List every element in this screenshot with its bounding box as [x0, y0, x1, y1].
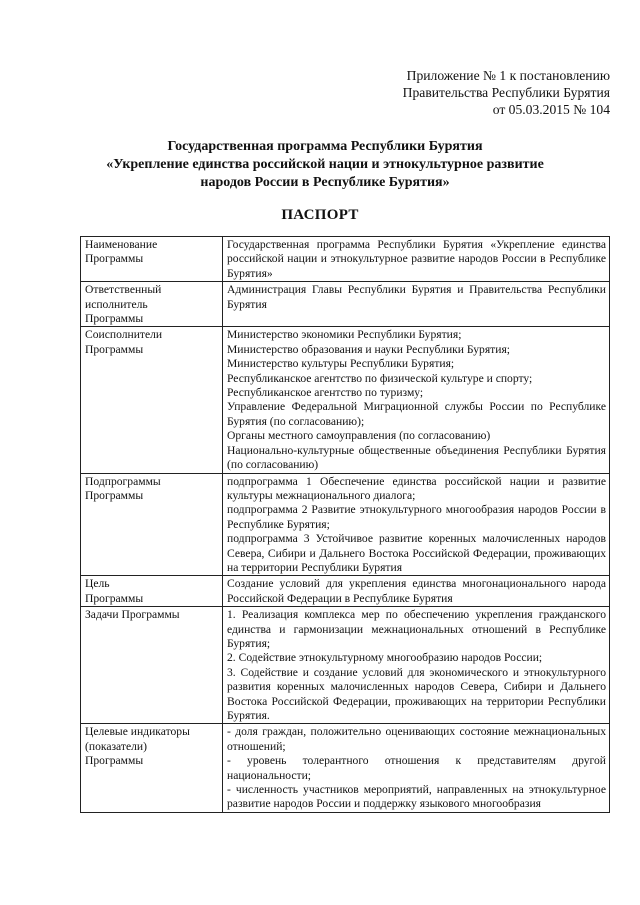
row-content-item: - уровень толерантного отношения к представителям другой национальности;	[227, 754, 606, 782]
row-content-item: 1. Реализация комплекса мер по обеспечению укрепления гражданского единства и гармонизации межнациональных отношений в Республике Бурятия;	[227, 608, 606, 650]
row-label	[81, 327, 223, 473]
row-content-item: - доля граждан, положительно оценивающих состояние межнациональных отношений;	[227, 725, 606, 753]
row-content-item: - численность участников мероприятий, направленных на этнокультурное развитие народов России и поддержку языкового многообразия	[227, 783, 606, 811]
row-label-line: Программы	[85, 312, 144, 326]
row-label	[81, 282, 223, 327]
row-content-item: Государственная программа Республики Бурятия «Укрепление единства российской нации и этнокультурное развитие народов России в Республике Бурятия»	[227, 238, 606, 280]
row-label	[81, 576, 223, 607]
row-content-item: Управление Федеральной Миграционной службы России по Республике Бурятия (по согласованию);	[227, 400, 606, 428]
appendix-line: от 05.03.2015 № 104	[492, 102, 610, 117]
table-row	[81, 327, 610, 473]
row-label-line: Задачи Программы	[85, 608, 180, 622]
table-row	[81, 282, 610, 327]
table-row	[81, 576, 610, 607]
row-label-line: Программы	[85, 591, 144, 605]
appendix-line: Приложение № 1 к постановлению	[406, 68, 610, 83]
row-content-item: 2. Содействие этнокультурному многообразию народов России;	[227, 651, 543, 665]
passport-heading: ПАСПОРТ	[281, 207, 359, 223]
passport-table	[80, 236, 610, 813]
row-label-line: Соисполнители	[85, 328, 163, 342]
row-content	[223, 282, 610, 327]
row-label	[81, 237, 223, 282]
program-title	[70, 138, 580, 192]
row-content-item: Создание условий для укрепления единства многонационального народа Российской Федерации в Республике Бурятия	[227, 577, 606, 605]
row-content-item: Национально-культурные общественные объединения Республики Бурятия (по согласованию)	[227, 443, 606, 472]
title-line: народов России в Республике Бурятия»	[200, 175, 450, 190]
row-content-item: Министерство культуры Республики Бурятия;	[227, 357, 455, 371]
row-label-line: Программы	[85, 252, 144, 266]
row-label-line: Наименование	[85, 238, 158, 251]
row-label-line: Целевые индикаторы	[85, 725, 190, 739]
row-label	[81, 607, 223, 724]
row-content-item: подпрограмма 2 Развитие этнокультурного многообразия народов России в Республике Бурятия;	[227, 503, 606, 531]
title-line: Государственная программа Республики Бурятия	[167, 139, 483, 154]
row-content	[223, 473, 610, 576]
row-content-item: Органы местного самоуправления (по согласованию)	[227, 429, 491, 443]
row-label	[81, 473, 223, 576]
row-label-line: Цель	[85, 577, 110, 591]
row-content-item: Министерство образования и науки Республики Бурятия;	[227, 342, 511, 356]
row-content-item: Республиканское агентство по туризму;	[227, 386, 424, 400]
table-row	[81, 237, 610, 282]
row-label-line: Программы	[85, 488, 144, 502]
row-content	[223, 724, 610, 812]
row-label-line: Ответственный	[85, 283, 162, 297]
passport-table-body	[81, 237, 610, 813]
row-content-item: 3. Содействие и создание условий для экономического и этнокультурного развития коренных малочисленных народов Севера, Сибири и Дальнего Востока Российской Федерации, проживающих на территории Республики Бурятия.	[227, 665, 606, 722]
row-content-item: подпрограмма 3 Устойчивое развитие коренных малочисленных народов Севера, Сибири и Дальнего Востока Российской Федерации, проживающих на территории Республики Бурятия	[227, 532, 606, 574]
row-content	[223, 607, 610, 724]
appendix-line: Правительства Республики Бурятия	[402, 85, 610, 100]
row-label-line: (показатели)	[85, 739, 147, 753]
row-content-item: Министерство экономики Республики Бурятия;	[227, 328, 462, 342]
row-label-line: Программы	[85, 342, 144, 356]
table-row	[81, 607, 610, 724]
row-content	[223, 237, 610, 282]
row-label-line: исполнитель	[85, 297, 148, 311]
row-label-line: Программы	[85, 754, 144, 768]
row-content-item: Республиканское агентство по физической культуре и спорту;	[227, 371, 533, 385]
row-content	[223, 327, 610, 473]
title-line: «Укрепление единства российской нации и этнокультурное развитие	[106, 157, 544, 172]
table-row	[81, 724, 610, 812]
row-label	[81, 724, 223, 812]
row-content	[223, 576, 610, 607]
table-row	[81, 473, 610, 576]
row-content-item: Администрация Главы Республики Бурятия и Правительства Республики Бурятия	[227, 283, 606, 311]
row-label-line: Подпрограммы	[85, 474, 161, 488]
appendix-note	[350, 67, 610, 118]
row-content-item: подпрограмма 1 Обеспечение единства российской нации и развитие культуры межнационального диалога;	[227, 474, 606, 502]
